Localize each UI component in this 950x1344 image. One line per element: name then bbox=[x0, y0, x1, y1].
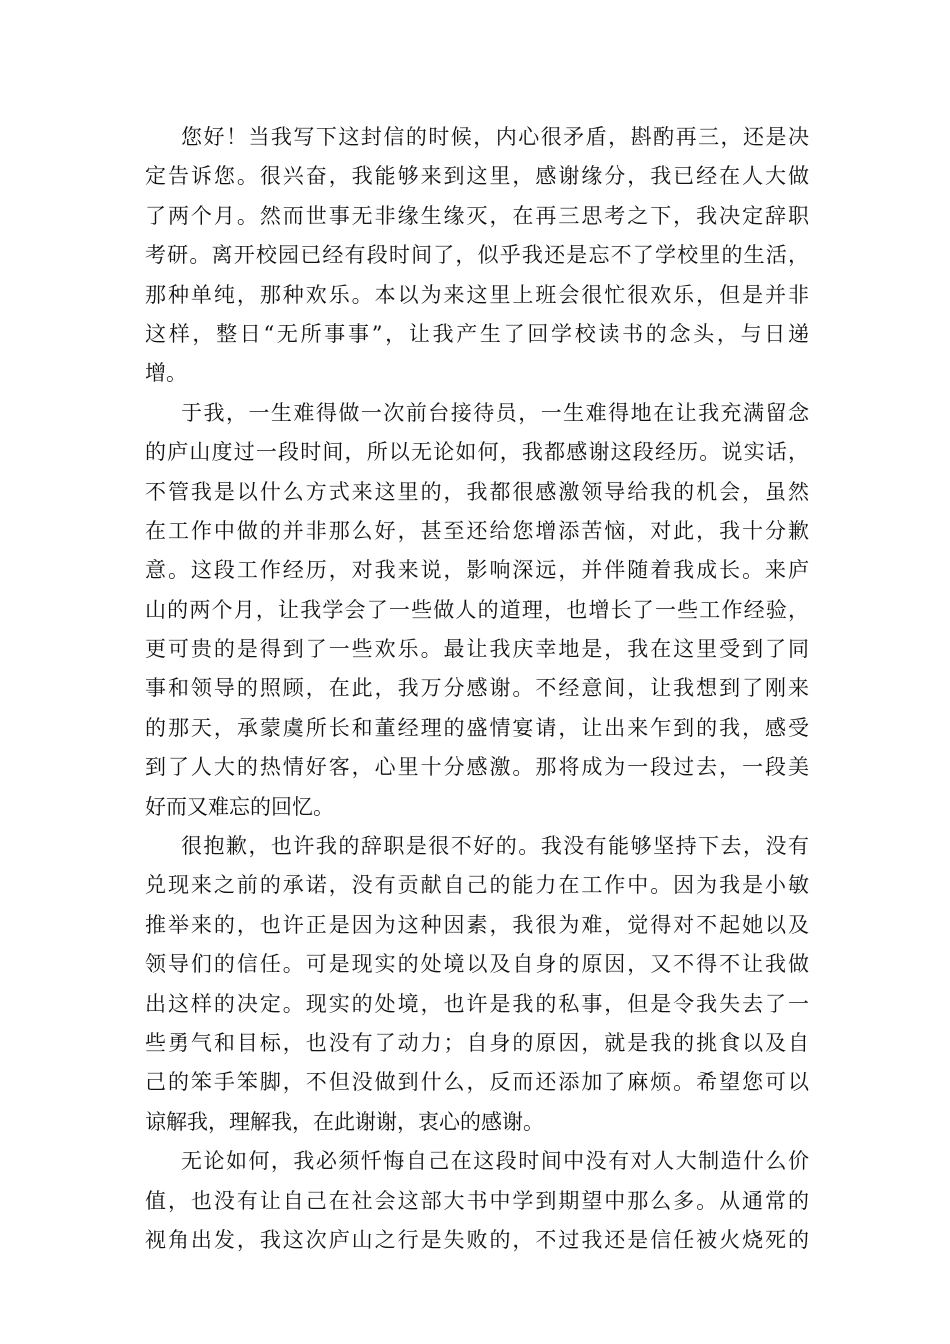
letter-line: 到了人大的热情好客，心里十分感激。那将成为一段过去，一段美 bbox=[145, 755, 809, 780]
letter-line: 增。 bbox=[145, 361, 187, 386]
letter-line: 山的两个月，让我学会了一些做人的道理，也增长了一些工作经验， bbox=[145, 597, 809, 622]
letter-line: 更可贵的是得到了一些欢乐。最让我庆幸地是，我在这里受到了同 bbox=[145, 637, 809, 662]
letter-line: 考研。离开校园已经有段时间了，似乎我还是忘不了学校里的生活， bbox=[145, 243, 809, 268]
letter-line: 好而又难忘的回忆。 bbox=[145, 794, 334, 819]
letter-line: 事和领导的照顾，在此，我万分感谢。不经意间，让我想到了刚来 bbox=[145, 676, 809, 701]
letter-line: 于我，一生难得做一次前台接待员，一生难得地在让我充满留念 bbox=[181, 400, 809, 425]
letter-line: 那种单纯，那种欢乐。本以为来这里上班会很忙很欢乐，但是并非 bbox=[145, 282, 809, 307]
letter-line: 很抱歉，也许我的辞职是很不好的。我没有能够坚持下去，没有 bbox=[181, 834, 809, 859]
letter-line: 定告诉您。很兴奋，我能够来到这里，感谢缘分，我已经在人大做 bbox=[145, 164, 809, 189]
letter-line: 了两个月。然而世事无非缘生缘灭，在再三思考之下，我决定辞职 bbox=[145, 203, 809, 228]
letter-line: 不管我是以什么方式来这里的，我都很感激领导给我的机会，虽然 bbox=[145, 479, 809, 504]
letter-body bbox=[145, 118, 809, 1260]
letter-line: 领导们的信任。可是现实的处境以及自身的原因，又不得不让我做 bbox=[145, 952, 809, 977]
letter-line: 推举来的，也许正是因为这种因素，我很为难，觉得对不起她以及 bbox=[145, 912, 809, 937]
letter-line: 视角出发，我这次庐山之行是失败的，不过我还是信任被火烧死的 bbox=[145, 1227, 809, 1252]
letter-line: 出这样的决定。现实的处境，也许是我的私事，但是令我失去了一 bbox=[145, 991, 809, 1016]
letter-line: 在工作中做的并非那么好，甚至还给您增添苦恼，对此，我十分歉 bbox=[145, 518, 809, 543]
letter-line: 谅解我，理解我，在此谢谢，衷心的感谢。 bbox=[145, 1109, 544, 1134]
letter-line: 这样，整日“无所事事”，让我产生了回学校读书的念头，与日递 bbox=[145, 321, 809, 346]
letter-line: 兑现来之前的承诺，没有贡献自己的能力在工作中。因为我是小敏 bbox=[145, 873, 809, 898]
letter-line: 己的笨手笨脚，不但没做到什么，反而还添加了麻烦。希望您可以 bbox=[145, 1070, 809, 1095]
letter-line: 的那天，承蒙虞所长和董经理的盛情宴请，让出来乍到的我，感受 bbox=[145, 715, 809, 740]
letter-line: 些勇气和目标，也没有了动力；自身的原因，就是我的挑食以及自 bbox=[145, 1030, 809, 1055]
letter-line: 意。这段工作经历，对我来说，影响深远，并伴随着我成长。来庐 bbox=[145, 558, 809, 583]
letter-line: 您好！当我写下这封信的时候，内心很矛盾，斟酌再三，还是决 bbox=[181, 125, 809, 149]
letter-line: 的庐山度过一段时间，所以无论如何，我都感谢这段经历。说实话， bbox=[145, 440, 809, 465]
letter-line: 值，也没有让自己在社会这部大书中学到期望中那么多。从通常的 bbox=[145, 1188, 809, 1213]
letter-line: 无论如何，我必须忏悔自己在这段时间中没有对人大制造什么价 bbox=[181, 1149, 809, 1174]
